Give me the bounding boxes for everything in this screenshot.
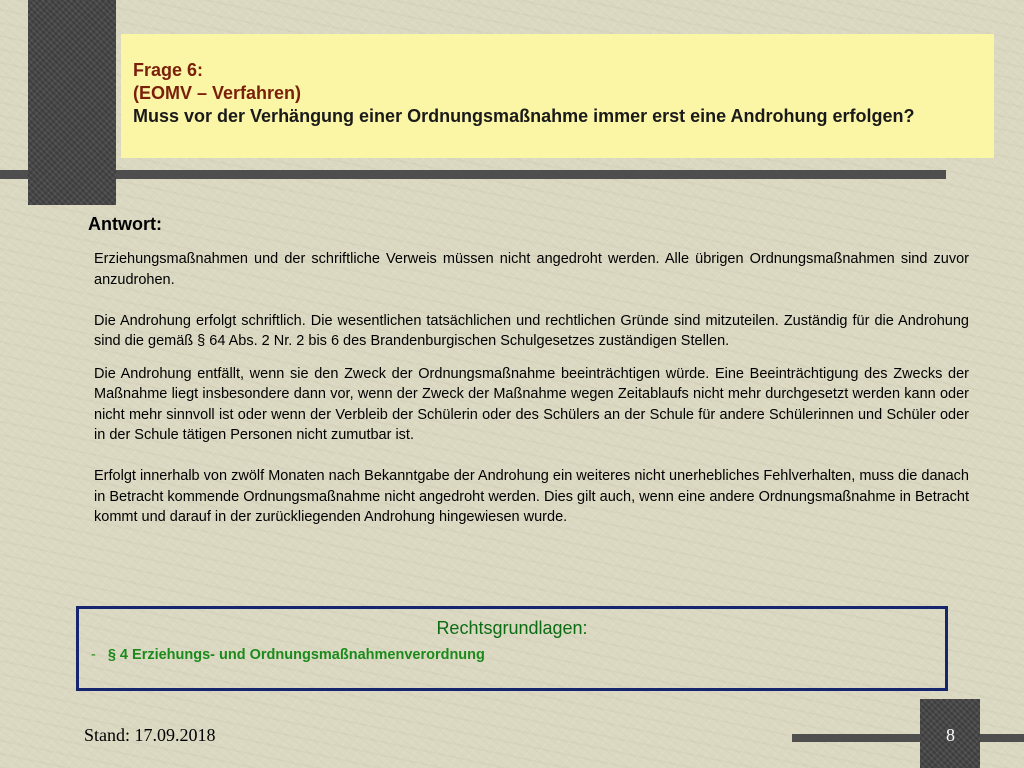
list-dash: - bbox=[91, 647, 96, 663]
answer-paragraph: Erziehungsmaßnahmen und der schriftliche Verweis müssen nicht angedroht werden. Alle übrigen Ordnungsmaßnahmen sind zuvor anzudrohen. bbox=[94, 251, 969, 288]
header-divider-bar bbox=[116, 170, 946, 179]
footer-decor-bar-right bbox=[980, 734, 1024, 742]
legal-basis-item bbox=[91, 647, 485, 663]
legal-basis-title: Rechtsgrundlagen: bbox=[436, 618, 588, 638]
footer-date: Stand: 17.09.2018 bbox=[84, 725, 216, 745]
page-number-block bbox=[920, 699, 980, 768]
footer-decor-bar bbox=[792, 734, 920, 742]
answer-paragraph: Erfolgt innerhalb von zwölf Monaten nach Bekanntgabe der Androhung ein weiteres nicht unerhebliches Fehlverhalten, muss die danach in Betracht kommende Ordnungsmaßnahme nicht angedroht werden. Dies gilt auch, wenn eine andere Ordnungsmaßnahme in Betracht kommt und darauf in der zurückliegenden Androhung hingewiesen wurde. bbox=[94, 468, 969, 525]
answer-body bbox=[94, 249, 969, 548]
question-text: Muss vor der Verhängung einer Ordnungsmaßnahme immer erst eine Androhung erfolgen? bbox=[133, 106, 915, 126]
answer-heading: Antwort: bbox=[88, 214, 162, 234]
answer-paragraph: Die Androhung erfolgt schriftlich. Die wesentlichen tatsächlichen und rechtlichen Gründe sind mitzuteilen. Zuständig für die Androhung sind die gemäß § 64 Abs. 2 Nr. 2 bis 6 des Brandenburgischen Schulgesetzes zuständigen Stellen. bbox=[94, 312, 969, 349]
question-label: Frage 6: bbox=[133, 60, 204, 80]
legal-basis-item-text: § 4 Erziehungs- und Ordnungsmaßnahmenverordnung bbox=[107, 647, 485, 663]
top-left-decor-block bbox=[28, 0, 116, 205]
question-box bbox=[121, 34, 994, 158]
question-subtitle: (EOMV – Verfahren) bbox=[133, 83, 302, 103]
top-left-decor-bar bbox=[0, 170, 28, 179]
legal-basis-box bbox=[76, 606, 948, 691]
page-number: 8 bbox=[946, 725, 955, 745]
answer-paragraph: Die Androhung entfällt, wenn sie den Zweck der Ordnungsmaßnahme beeinträchtigen würde. Eine Beeinträchtigung des Zwecks der Maßnahme liegt insbesondere dann vor, wenn der Zweck der Maßnahme wegen Zeitablaufs nicht mehr durchgesetzt werden kann oder nicht mehr sinnvoll ist oder wenn der Verbleib der Schülerin oder des Schülers an der Schule für andere Schülerinnen und Schüler oder in der Schule tätigen Personen nicht zumutbar ist. bbox=[94, 365, 969, 443]
